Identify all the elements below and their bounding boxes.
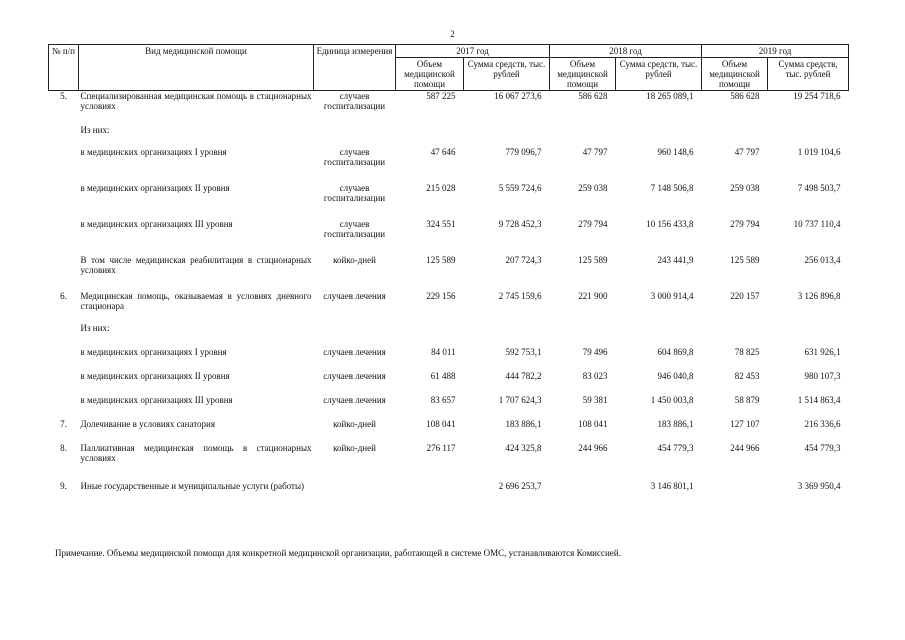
row-number	[49, 395, 79, 419]
row-number	[49, 183, 79, 219]
volume-2019	[702, 125, 768, 147]
volume-2017: 108 041	[426, 418, 456, 429]
volume-2019	[702, 323, 768, 347]
volume-2018: 108 041	[578, 418, 608, 429]
row-name: в медицинских организациях III уровня	[80, 218, 233, 229]
sum-2018	[616, 323, 702, 347]
volume-2018: 221 900	[578, 290, 608, 301]
sum-2017: 9 728 452,3	[498, 218, 542, 229]
sum-2017: 592 753,1	[505, 346, 542, 357]
sum-2019	[768, 323, 849, 347]
sum-2019: 1 019 104,6	[797, 146, 841, 157]
row-name: в медицинских организациях I уровня	[80, 346, 227, 357]
volume-2017: 83 657	[430, 394, 456, 405]
sum-2018: 7 148 506,8	[650, 182, 694, 193]
row-number	[49, 219, 79, 255]
row-unit: случаев госпитализации	[323, 182, 386, 203]
row-number	[49, 371, 79, 395]
table-row	[49, 481, 849, 511]
row-number: 9.	[60, 480, 67, 491]
row-name: В том числе медицинская реабилитация в стационарных условиях	[80, 254, 312, 275]
volume-2017	[396, 125, 464, 147]
sum-2017: 444 782,2	[505, 370, 542, 381]
volume-2018: 125 589	[578, 254, 608, 265]
volume-2019: 82 453	[734, 370, 760, 381]
page-number: 2	[450, 29, 455, 39]
sum-2017	[464, 125, 550, 147]
table-row	[49, 219, 849, 255]
header-sum-2017: Сумма средств, тыс. рублей	[464, 58, 550, 91]
volume-2018: 586 628	[578, 91, 608, 101]
row-number	[49, 255, 79, 291]
volume-2019: 78 825	[734, 346, 760, 357]
header-year-2019: 2019 год	[702, 45, 849, 58]
header-year-2018: 2018 год	[550, 45, 702, 58]
sum-2017: 207 724,3	[505, 254, 542, 265]
volume-2019: 47 797	[734, 146, 760, 157]
volume-2019: 58 879	[734, 394, 760, 405]
table-row	[49, 419, 849, 443]
header-kind: Вид медицинской помощи	[79, 45, 314, 91]
volume-2019: 586 628	[730, 91, 760, 101]
row-number: 5.	[60, 91, 67, 101]
header-row-years	[49, 45, 849, 58]
volume-2018	[550, 481, 616, 511]
sum-2017: 2 696 253,7	[498, 480, 542, 491]
row-number	[49, 125, 79, 147]
volume-2017: 276 117	[426, 442, 456, 453]
table-row	[49, 395, 849, 419]
volume-2017: 229 156	[426, 290, 456, 301]
volume-2017: 84 011	[431, 346, 456, 357]
volume-2017: 125 589	[426, 254, 456, 265]
volume-2017	[396, 481, 464, 511]
sum-2019: 256 013,4	[804, 254, 841, 265]
sum-2017: 779 096,7	[505, 146, 542, 157]
row-unit	[314, 125, 396, 147]
sum-2018: 960 148,6	[657, 146, 694, 157]
row-unit: случаев госпитализации	[323, 146, 386, 167]
sum-2018: 1 450 003,8	[650, 394, 694, 405]
volume-2017: 47 646	[430, 146, 456, 157]
row-number	[49, 147, 79, 183]
row-unit: случаев лечения	[323, 346, 386, 357]
sum-2019: 3 126 896,8	[797, 290, 841, 301]
row-name: в медицинских организациях II уровня	[80, 182, 230, 193]
row-unit: случаев госпитализации	[323, 91, 386, 111]
sum-2019: 980 107,3	[804, 370, 841, 381]
sum-2019: 3 369 950,4	[797, 480, 841, 491]
sum-2017: 1 707 624,3	[498, 394, 542, 405]
volume-2018: 259 038	[578, 182, 608, 193]
volume-2017: 587 225	[426, 91, 456, 101]
sum-2017: 183 886,1	[505, 418, 542, 429]
volume-2017: 61 488	[430, 370, 456, 381]
sum-2018: 243 441,9	[657, 254, 694, 265]
sum-2019: 19 254 718,6	[793, 91, 841, 101]
volume-2018: 59 381	[582, 394, 608, 405]
table-row	[49, 125, 849, 147]
header-sum-2019: Сумма средств, тыс. рублей	[768, 58, 849, 91]
row-unit: койко-дней	[333, 418, 376, 429]
sum-2019: 216 336,6	[804, 418, 841, 429]
sum-2017: 5 559 724,6	[498, 182, 542, 193]
volume-2018: 244 966	[578, 442, 608, 453]
row-name: Паллиативная медицинская помощь в стационарных условиях	[80, 442, 312, 463]
row-unit: койко-дней	[333, 254, 376, 265]
sum-2019: 454 779,3	[804, 442, 841, 453]
sum-2018: 604 869,8	[657, 346, 694, 357]
sum-2019: 1 514 863,4	[797, 394, 841, 405]
volume-2019: 127 107	[730, 418, 760, 429]
row-unit	[314, 323, 396, 347]
footnote: Примечание. Объемы медицинской помощи для конкретной медицинской организации, работающей в системе ОМС, устанавливаются Комиссией.	[55, 548, 621, 558]
sum-2018: 18 265 089,1	[646, 91, 694, 101]
row-number: 8.	[60, 442, 67, 453]
row-name: Из них:	[80, 124, 110, 135]
volume-2019: 220 157	[730, 290, 760, 301]
row-unit: случаев лечения	[323, 290, 386, 301]
sum-2017: 16 067 273,6	[494, 91, 542, 101]
sum-2019: 7 498 503,7	[797, 182, 841, 193]
sum-2019: 10 737 110,4	[793, 218, 841, 229]
volume-2017	[396, 323, 464, 347]
row-name: в медицинских организациях I уровня	[80, 146, 227, 157]
row-unit: случаев лечения	[323, 370, 386, 381]
table-row	[49, 347, 849, 371]
header-volume-2017: Объем медицинской помощи	[396, 58, 464, 91]
header-unit: Единица измерения	[314, 45, 396, 91]
volume-2018	[550, 125, 616, 147]
row-unit: случаев госпитализации	[323, 218, 386, 239]
volume-2018: 83 023	[582, 370, 608, 381]
header-sum-2018: Сумма средств, тыс. рублей	[616, 58, 702, 91]
sum-2018	[616, 125, 702, 147]
sum-2018: 946 040,8	[657, 370, 694, 381]
volume-2019: 259 038	[730, 182, 760, 193]
table-row	[49, 323, 849, 347]
sum-2018: 3 146 801,1	[650, 480, 694, 491]
volume-2018: 79 496	[582, 346, 608, 357]
row-unit: случаев лечения	[323, 394, 386, 405]
volume-2017: 324 551	[426, 218, 456, 229]
volume-2019	[702, 481, 768, 511]
row-unit	[314, 481, 396, 511]
row-name: в медицинских организациях II уровня	[80, 370, 230, 381]
row-number	[49, 347, 79, 371]
header-volume-2019: Объем медицинской помощи	[702, 58, 768, 91]
volume-2019: 125 589	[730, 254, 760, 265]
medical-care-table	[48, 44, 849, 511]
sum-2017: 424 325,8	[505, 442, 542, 453]
row-name: Медицинская помощь, оказываемая в условиях дневного стационара	[80, 290, 312, 311]
sum-2019: 631 926,1	[804, 346, 841, 357]
sum-2017	[464, 323, 550, 347]
row-name: Долечивание в условиях санатория	[80, 418, 216, 429]
sum-2018: 183 886,1	[657, 418, 694, 429]
row-name: Из них:	[80, 322, 110, 333]
table-row	[49, 147, 849, 183]
sum-2017: 2 745 159,6	[498, 290, 542, 301]
row-name: в медицинских организациях III уровня	[80, 394, 233, 405]
volume-2019: 244 966	[730, 442, 760, 453]
volume-2017: 215 028	[426, 182, 456, 193]
header-num: № п/п	[49, 45, 79, 91]
row-number	[49, 323, 79, 347]
table-row	[49, 183, 849, 219]
row-unit: койко-дней	[333, 442, 376, 453]
volume-2018	[550, 323, 616, 347]
sum-2018: 454 779,3	[657, 442, 694, 453]
volume-2018: 47 797	[582, 146, 608, 157]
row-number: 7.	[60, 418, 67, 429]
table-row	[49, 443, 849, 481]
volume-2019: 279 794	[730, 218, 760, 229]
row-name: Специализированная медицинская помощь в стационарных условиях	[80, 91, 312, 111]
row-name: Иные государственные и муниципальные услуги (работы)	[80, 480, 305, 491]
table-row	[49, 91, 849, 125]
sum-2019	[768, 125, 849, 147]
table-row	[49, 255, 849, 291]
sum-2018: 3 000 914,4	[650, 290, 694, 301]
row-number: 6.	[60, 290, 67, 301]
table-row	[49, 371, 849, 395]
sum-2018: 10 156 433,8	[646, 218, 694, 229]
table-row	[49, 291, 849, 323]
header-year-2017: 2017 год	[396, 45, 550, 58]
volume-2018: 279 794	[578, 218, 608, 229]
header-volume-2018: Объем медицинской помощи	[550, 58, 616, 91]
